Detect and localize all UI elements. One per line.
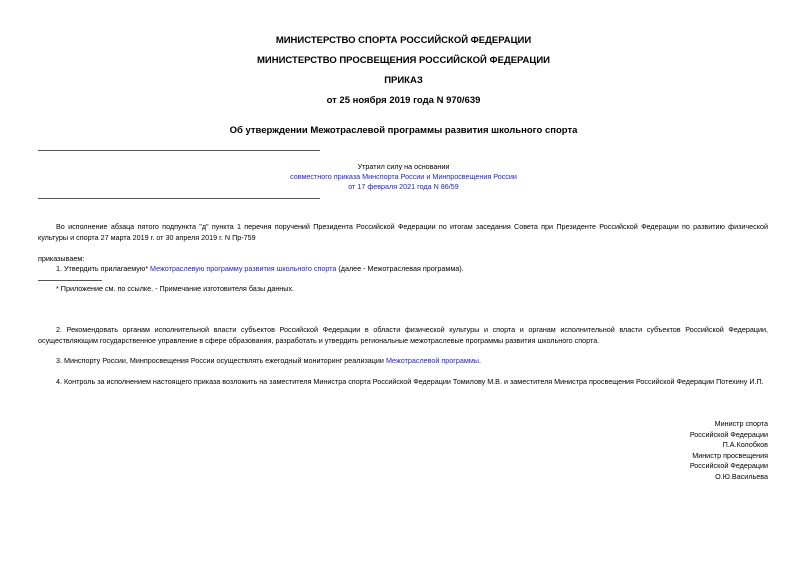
signature-country-sport: Российской Федерации: [689, 429, 768, 439]
item-1-prefix: 1. Утвердить прилагаемую*: [56, 264, 149, 273]
document-subject: Об утверждении Межотраслевой программы развития школьного спорта: [229, 125, 578, 136]
repeal-order-date-link[interactable]: от 17 февраля 2021 года N 86/59: [348, 182, 459, 191]
repeal-notice-text: Утратил силу на основании: [357, 162, 450, 171]
program-link[interactable]: Межотраслевую программу развития школьного спорта: [150, 264, 337, 273]
footnote-divider: [38, 280, 102, 281]
divider-bottom: [38, 198, 320, 199]
item-2: 2. Рекомендовать органам исполнительной власти субъектов Российской Федерации в области физической культуры и спорта и органам исполнительной власти субъектов Российской Федерации, осуществляющим государственное управление в сфере образования, разработать и утвердить региональные межотраслевые программы развития школьного спорта.: [38, 325, 768, 345]
signature-name-sport: П.А.Колобков: [722, 440, 768, 449]
header-ministry-education: МИНИСТЕРСТВО ПРОСВЕЩЕНИЯ РОССИЙСКОЙ ФЕДЕРАЦИИ: [256, 55, 551, 66]
signature-block: [560, 419, 768, 482]
program-monitoring-link[interactable]: Межотраслевой программы: [385, 356, 479, 365]
signature-name-education: О.Ю.Васильева: [715, 471, 768, 481]
preamble-paragraph: Во исполнение абзаца пятого подпункта "д" пункта 1 перечня поручений Президента Российской Федерации по итогам заседания Совета при Президенте Российской Федерации по развитию физической культуры и спорта 27 марта 2019 г. от 30 апреля 2019 г. N Пр-759: [38, 222, 768, 242]
document-date-number: от 25 ноября 2019 года N 970/639: [326, 95, 481, 106]
signature-country-education: Российской Федерации: [689, 461, 768, 470]
repeal-notice: [200, 162, 607, 192]
signature-title-sport: Министр спорта: [714, 419, 768, 428]
order-word: приказываем:: [38, 254, 85, 263]
item-1-suffix: (далее - Межотраслевая программа).: [338, 264, 464, 273]
repeal-order-link[interactable]: совместного приказа Минспорта России и Минпросвещения России: [290, 172, 517, 181]
footnote: * Приложение см. по ссылке. - Примечание изготовителя базы данных.: [56, 284, 295, 293]
item-3-suffix: .: [478, 356, 481, 365]
item-4: 4. Контроль за исполнением настоящего приказа возложить на заместителя Министра спорта Российской Федерации Томилову М.В. и заместителя Министра просвещения Российской Федерации Потехину И.П.: [56, 377, 764, 386]
item-3: [38, 356, 768, 367]
item-1: [38, 264, 768, 275]
divider-top: [38, 150, 320, 151]
item-3-prefix: 3. Минспорту России, Минпросвещения России осуществлять ежегодный мониторинг реализации: [56, 356, 384, 365]
signature-title-education: Министр просвещения: [692, 450, 768, 460]
document-type: ПРИКАЗ: [384, 75, 423, 86]
header-ministry-sport: МИНИСТЕРСТВО СПОРТА РОССИЙСКОЙ ФЕДЕРАЦИИ: [275, 35, 532, 46]
